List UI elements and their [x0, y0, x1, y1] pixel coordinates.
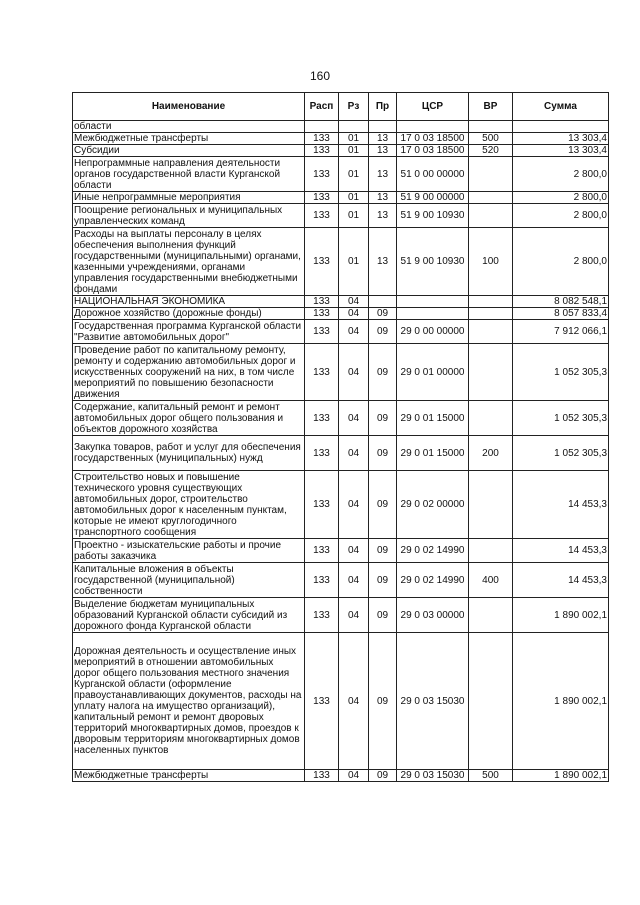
cell-sum: 1 890 002,1: [513, 633, 609, 770]
cell-name: Строительство новых и повышение технического уровня существующих автомобильных дорог, строительство автомобильных дорог к населенным пунктам, которые не имеют круглогодичного транспортного сообщения: [73, 471, 305, 539]
table-row: [73, 204, 609, 228]
cell-rz: 04: [339, 598, 369, 633]
cell-sum: 8 057 833,4: [513, 308, 609, 320]
cell-name: Выделение бюджетам муниципальных образований Курганской области субсидий из дорожного фонда Курганской области: [73, 598, 305, 633]
cell-pr: [369, 296, 397, 308]
cell-rasp: 133: [305, 401, 339, 436]
cell-vr: 500: [469, 133, 513, 145]
cell-name: Поощрение региональных и муниципальных управленческих команд: [73, 204, 305, 228]
cell-name: Непрограммные направления деятельности органов государственной власти Курганской области: [73, 157, 305, 192]
cell-vr: 400: [469, 563, 513, 598]
cell-rasp: 133: [305, 770, 339, 782]
cell-pr: 09: [369, 344, 397, 401]
cell-rz: [339, 121, 369, 133]
page-number: 160: [309, 69, 331, 83]
cell-pr: 13: [369, 133, 397, 145]
cell-name: Государственная программа Курганской области "Развитие автомобильных дорог": [73, 320, 305, 344]
cell-rz: 01: [339, 133, 369, 145]
cell-vr: 100: [469, 228, 513, 296]
header-rasp: Расп: [305, 93, 339, 121]
cell-vr: [469, 539, 513, 563]
cell-name: НАЦИОНАЛЬНАЯ ЭКОНОМИКА: [73, 296, 305, 308]
cell-sum: 1 052 305,3: [513, 436, 609, 471]
cell-rasp: 133: [305, 133, 339, 145]
cell-csr: 29 0 03 15030: [397, 770, 469, 782]
cell-rz: 01: [339, 157, 369, 192]
cell-pr: 09: [369, 320, 397, 344]
cell-sum: 14 453,3: [513, 539, 609, 563]
cell-rasp: [305, 121, 339, 133]
table-row: [73, 320, 609, 344]
table-row: [73, 563, 609, 598]
cell-sum: 7 912 066,1: [513, 320, 609, 344]
cell-rasp: 133: [305, 228, 339, 296]
cell-csr: 29 0 02 14990: [397, 539, 469, 563]
cell-sum: 2 800,0: [513, 157, 609, 192]
cell-rasp: 133: [305, 204, 339, 228]
table-row: [73, 344, 609, 401]
cell-vr: [469, 320, 513, 344]
header-sum: Сумма: [513, 93, 609, 121]
cell-sum: [513, 121, 609, 133]
cell-vr: [469, 192, 513, 204]
cell-csr: 51 0 00 00000: [397, 157, 469, 192]
cell-vr: [469, 296, 513, 308]
cell-vr: 520: [469, 145, 513, 157]
cell-csr: 29 0 01 15000: [397, 401, 469, 436]
table-row: [73, 308, 609, 320]
cell-rz: 04: [339, 401, 369, 436]
table-row: [73, 192, 609, 204]
cell-name: Капитальные вложения в объекты государственной (муниципальной) собственности: [73, 563, 305, 598]
cell-pr: 13: [369, 228, 397, 296]
table-header-row: [73, 93, 609, 121]
cell-csr: 29 0 03 00000: [397, 598, 469, 633]
cell-pr: 09: [369, 308, 397, 320]
table-row: [73, 296, 609, 308]
cell-vr: 500: [469, 770, 513, 782]
cell-rz: 04: [339, 344, 369, 401]
cell-vr: [469, 633, 513, 770]
cell-name: области: [73, 121, 305, 133]
cell-rz: 04: [339, 471, 369, 539]
cell-csr: 29 0 02 14990: [397, 563, 469, 598]
cell-csr: 17 0 03 18500: [397, 145, 469, 157]
cell-pr: 13: [369, 192, 397, 204]
cell-pr: 13: [369, 204, 397, 228]
cell-rasp: 133: [305, 436, 339, 471]
table-row: [73, 539, 609, 563]
cell-rz: 04: [339, 770, 369, 782]
table-row: [73, 401, 609, 436]
header-pr: Пр: [369, 93, 397, 121]
cell-csr: [397, 121, 469, 133]
cell-rz: 04: [339, 436, 369, 471]
cell-pr: 13: [369, 157, 397, 192]
cell-rz: 01: [339, 145, 369, 157]
cell-csr: 29 0 02 00000: [397, 471, 469, 539]
cell-vr: [469, 308, 513, 320]
cell-sum: 1 890 002,1: [513, 770, 609, 782]
cell-sum: 14 453,3: [513, 471, 609, 539]
cell-vr: [469, 401, 513, 436]
cell-name: Иные непрограммные мероприятия: [73, 192, 305, 204]
cell-name: Содержание, капитальный ремонт и ремонт автомобильных дорог общего пользования и объектов дорожного хозяйства: [73, 401, 305, 436]
table-row: [73, 145, 609, 157]
cell-name: Расходы на выплаты персоналу в целях обеспечения выполнения функций государственными (муниципальными) органами, казенными учреждениями, органами управления государственными внебюджетными фондами: [73, 228, 305, 296]
cell-pr: 09: [369, 598, 397, 633]
cell-name: Межбюджетные трансферты: [73, 770, 305, 782]
header-name: Наименование: [73, 93, 305, 121]
cell-csr: 29 0 01 15000: [397, 436, 469, 471]
cell-name: Проектно - изыскательские работы и прочие работы заказчика: [73, 539, 305, 563]
cell-vr: [469, 121, 513, 133]
cell-rasp: 133: [305, 308, 339, 320]
header-rz: Рз: [339, 93, 369, 121]
table-row: [73, 157, 609, 192]
table-row: [73, 121, 609, 133]
table-row: [73, 471, 609, 539]
cell-csr: 29 0 00 00000: [397, 320, 469, 344]
cell-csr: [397, 296, 469, 308]
cell-rasp: 133: [305, 145, 339, 157]
header-vr: ВР: [469, 93, 513, 121]
cell-name: Межбюджетные трансферты: [73, 133, 305, 145]
cell-sum: 2 800,0: [513, 192, 609, 204]
cell-rz: 04: [339, 296, 369, 308]
cell-rasp: 133: [305, 633, 339, 770]
cell-rasp: 133: [305, 539, 339, 563]
cell-sum: 1 052 305,3: [513, 401, 609, 436]
cell-sum: 2 800,0: [513, 228, 609, 296]
cell-rasp: 133: [305, 471, 339, 539]
cell-sum: 2 800,0: [513, 204, 609, 228]
cell-vr: 200: [469, 436, 513, 471]
cell-vr: [469, 598, 513, 633]
cell-pr: 09: [369, 633, 397, 770]
cell-name: Субсидии: [73, 145, 305, 157]
cell-sum: 1 052 305,3: [513, 344, 609, 401]
table-row: [73, 770, 609, 782]
budget-table: [72, 92, 609, 782]
cell-pr: 09: [369, 770, 397, 782]
cell-csr: 51 9 00 10930: [397, 228, 469, 296]
cell-rz: 04: [339, 308, 369, 320]
cell-rasp: 133: [305, 598, 339, 633]
cell-pr: 09: [369, 401, 397, 436]
cell-pr: 09: [369, 563, 397, 598]
cell-sum: 14 453,3: [513, 563, 609, 598]
header-csr: ЦСР: [397, 93, 469, 121]
cell-rz: 04: [339, 633, 369, 770]
cell-vr: [469, 471, 513, 539]
cell-sum: 13 303,4: [513, 145, 609, 157]
cell-rz: 01: [339, 192, 369, 204]
cell-pr: 09: [369, 539, 397, 563]
cell-vr: [469, 204, 513, 228]
cell-sum: 8 082 548,1: [513, 296, 609, 308]
cell-csr: 29 0 01 00000: [397, 344, 469, 401]
cell-name: Дорожная деятельность и осуществление иных мероприятий в отношении автомобильных дорог общего пользования местного значения Курганской области (оформление правоустанавливающих документов, расходы на уплату налога на имущество организаций), капитальный ремонт и ремонт дворовых территорий многоквартирных домов, проездов к дворовым территориям многоквартирных домов населенных пунктов: [73, 633, 305, 770]
cell-pr: [369, 121, 397, 133]
cell-sum: 13 303,4: [513, 133, 609, 145]
table-row: [73, 598, 609, 633]
cell-rz: 04: [339, 320, 369, 344]
cell-name: Закупка товаров, работ и услуг для обеспечения государственных (муниципальных) нужд: [73, 436, 305, 471]
cell-csr: 29 0 03 15030: [397, 633, 469, 770]
cell-pr: 13: [369, 145, 397, 157]
table-row: [73, 228, 609, 296]
cell-name: Дорожное хозяйство (дорожные фонды): [73, 308, 305, 320]
cell-pr: 09: [369, 436, 397, 471]
cell-rasp: 133: [305, 296, 339, 308]
table-row: [73, 633, 609, 770]
cell-rasp: 133: [305, 320, 339, 344]
cell-pr: 09: [369, 471, 397, 539]
cell-csr: 51 9 00 00000: [397, 192, 469, 204]
cell-name: Проведение работ по капитальному ремонту, ремонту и содержанию автомобильных дорог и искусственных сооружений на них, в том числе мероприятий по повышению безопасности движения: [73, 344, 305, 401]
cell-rasp: 133: [305, 344, 339, 401]
cell-rasp: 133: [305, 192, 339, 204]
cell-vr: [469, 157, 513, 192]
table-row: [73, 133, 609, 145]
cell-rz: 01: [339, 228, 369, 296]
cell-csr: 51 9 00 10930: [397, 204, 469, 228]
table-row: [73, 436, 609, 471]
cell-csr: [397, 308, 469, 320]
cell-rz: 04: [339, 563, 369, 598]
cell-csr: 17 0 03 18500: [397, 133, 469, 145]
cell-rasp: 133: [305, 157, 339, 192]
cell-rz: 01: [339, 204, 369, 228]
cell-sum: 1 890 002,1: [513, 598, 609, 633]
cell-vr: [469, 344, 513, 401]
cell-rasp: 133: [305, 563, 339, 598]
cell-rz: 04: [339, 539, 369, 563]
